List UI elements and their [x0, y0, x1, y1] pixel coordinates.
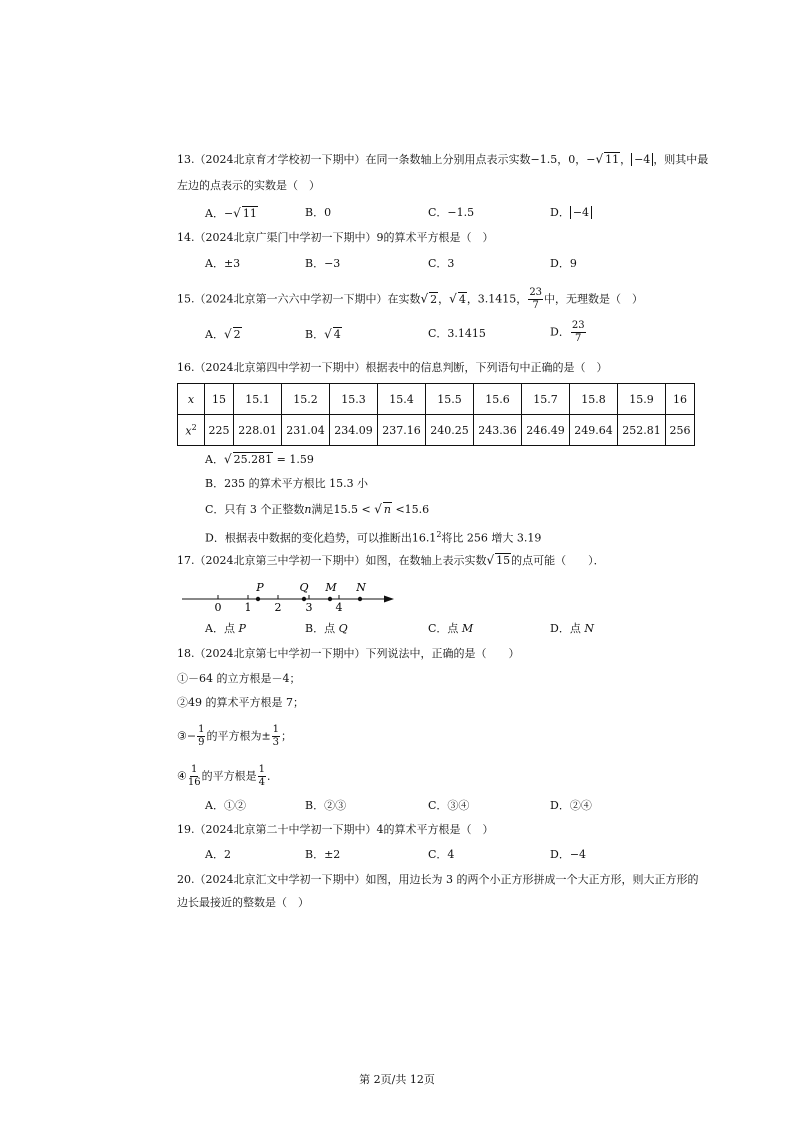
q15-option-a: A．√ 2	[205, 327, 241, 341]
q14-option-c: C．3	[428, 257, 455, 270]
q13-stem-line2: 左边的点表示的实数是（ ）	[177, 179, 320, 192]
q18-stem: 18.（2024北京第七中学初一下期中）下列说法中，正确的是（ ）	[177, 647, 520, 660]
q17-stem-text: 17.（2024北京第三中学初一下期中）如图，在数轴上表示实数	[177, 554, 487, 567]
q18-option-b: B．②③	[305, 799, 347, 812]
q16-option-d-sup: 2	[436, 530, 442, 539]
q18-s4-num: 1	[191, 764, 198, 775]
q18-s4-den2: 4	[258, 777, 265, 788]
q16-table	[177, 383, 695, 446]
q13-option-a-label: A．−	[205, 207, 234, 220]
q13-option-a: A．−√ 11	[205, 206, 257, 220]
q16-head-x2-sup: 2	[191, 422, 197, 432]
table-cell: 237.16	[378, 415, 426, 446]
table-cell: 15.7	[522, 384, 570, 415]
q13-neg-sign: −	[586, 153, 596, 166]
q17-option-a-label: A．点	[205, 622, 235, 635]
q20-stem-line2: 边长最接近的整数是（ ）	[177, 896, 309, 909]
q16-row-x2	[178, 415, 695, 446]
q13-stem-tail: ，则其中最	[653, 153, 709, 166]
q18-option-a: A．①②	[205, 799, 246, 812]
q15-option-d-num: 23	[571, 320, 585, 331]
tick-label: 3	[305, 601, 313, 614]
table-cell: 228.01	[234, 415, 282, 446]
q15-fraction	[528, 287, 543, 312]
point-m	[328, 597, 332, 601]
q18-statement-2: ②49 的算术平方根是 7；	[177, 696, 304, 709]
q13-option-b: B．0	[305, 206, 332, 219]
q17-option-b	[305, 621, 348, 637]
q16-option-c-tail: <15.6	[391, 503, 430, 516]
q19-option-d: D．−4	[550, 848, 587, 861]
q17-option-a-var: P	[238, 622, 246, 635]
tick-label: 2	[274, 601, 282, 614]
q15-stem-tail: 中，无理数是（ ）	[544, 292, 644, 306]
q16-option-a: A．√ 25.281 = 1.59	[205, 452, 314, 466]
q15-sep2: ，3.1415，	[466, 292, 528, 306]
q15-option-a-label: A．	[205, 328, 224, 341]
q19-stem: 19.（2024北京第二十中学初一下期中）4的算术平方根是（ ）	[177, 823, 494, 836]
q17-option-d	[550, 621, 594, 637]
q16-option-c-var: n	[304, 503, 312, 516]
table-cell: 15.3	[330, 384, 378, 415]
table-cell: 15.8	[570, 384, 618, 415]
table-cell: 249.64	[570, 415, 618, 446]
q14-option-d: D．9	[550, 257, 577, 270]
q16-option-a-radicand: 25.281	[233, 453, 273, 466]
q15-frac-num: 23	[529, 287, 543, 298]
table-cell: 246.49	[522, 415, 570, 446]
number-line-arrow	[384, 596, 394, 603]
q19-option-b: B．±2	[305, 848, 341, 861]
q15-radicand-2: 4	[458, 292, 466, 306]
table-cell: 15	[205, 384, 234, 415]
q13-stem-text: 13.（2024北京育才学校初一下期中）在同一条数轴上分别用点表示实数	[177, 153, 531, 166]
q15-option-d	[550, 320, 587, 345]
q14-stem: 14.（2024北京广渠门中学初一下期中）9的算术平方根是（ ）	[177, 231, 494, 244]
q15-sep1: ，	[438, 292, 450, 306]
point-label: M	[325, 581, 337, 594]
q16-option-a-label: A．	[205, 453, 224, 466]
tick-label: 0	[214, 601, 222, 614]
q18-s4-frac	[188, 764, 201, 789]
q16-option-c-label: C．只有 3 个正整数	[205, 503, 305, 516]
q15-option-b-radicand: 4	[333, 328, 341, 341]
q17-option-a	[205, 621, 246, 637]
q13-option-d-label: D．	[550, 206, 570, 219]
q18-s4-den: 16	[187, 777, 201, 788]
q15-frac-den: 7	[532, 300, 539, 311]
table-cell: 15.5	[426, 384, 474, 415]
q16-option-d-label: D．根据表中数据的变化趋势，可以推断出16.1	[205, 531, 437, 545]
q18-s4-num2: 1	[258, 764, 265, 775]
q17-stem: 17.（2024北京第三中学初一下期中）如图，在数轴上表示实数√ 15的点可能（ ）．	[177, 553, 605, 567]
q15-option-b: B．√ 4	[305, 327, 341, 341]
q16-option-c: C．只有 3 个正整数n满足15.5 < √ n <15.6	[205, 502, 430, 516]
q13-radicand: 11	[605, 153, 620, 166]
q17-number-line	[180, 580, 400, 614]
q15-option-d-den: 7	[575, 333, 582, 344]
q17-option-d-var: N	[584, 622, 594, 635]
q16-head-x	[178, 384, 205, 415]
point-label: Q	[299, 581, 309, 594]
point-q	[302, 597, 306, 601]
q13-option-d	[550, 205, 592, 221]
q13-option-c: C．−1.5	[428, 206, 475, 219]
table-cell: 16	[666, 384, 695, 415]
q15-radicand-1: 2	[430, 292, 438, 306]
q18-s4-mid: 的平方根是	[201, 769, 257, 783]
q13-option-a-radicand: 11	[242, 207, 257, 220]
q16-row-x	[178, 384, 695, 415]
table-cell: 15.6	[474, 384, 522, 415]
tick-label: 4	[335, 601, 343, 614]
q18-statement-4	[177, 764, 278, 789]
q17-radicand: 15	[496, 554, 511, 567]
q18-option-d: D．②④	[550, 799, 592, 812]
q13-sep: ，	[620, 153, 632, 166]
q18-s4-label: ④	[177, 769, 187, 783]
q15-stem-text: 15.（2024北京第一六六中学初一下期中）在实数	[177, 292, 421, 306]
q17-option-d-label: D．点	[550, 622, 581, 635]
q17-stem-tail: 的点可能（ ）．	[511, 554, 605, 567]
page-footer: 第 2页/共 12页	[359, 1073, 435, 1086]
q19-option-c: C．4	[428, 848, 455, 861]
q15-stem: 15.（2024北京第一六六中学初一下期中）在实数√ 2，√ 4，3.1415， $\frac{23}{7}$ 中，无理数是（ ）	[177, 287, 644, 311]
q16-head-x-text: x	[187, 392, 195, 406]
table-cell: 240.25	[426, 415, 474, 446]
q14-option-b: B．−3	[305, 257, 341, 270]
q18-s3-label: ③−	[177, 729, 197, 743]
table-cell: 234.09	[330, 415, 378, 446]
q15-option-a-radicand: 2	[233, 328, 241, 341]
table-cell: 231.04	[282, 415, 330, 446]
table-cell: 15.2	[282, 384, 330, 415]
q15-option-c: C．3.1415	[428, 327, 486, 340]
q17-option-c-label: C．点	[428, 622, 459, 635]
table-cell: 15.1	[234, 384, 282, 415]
q18-s3-frac2	[272, 724, 280, 749]
q17-option-b-var: Q	[338, 622, 348, 635]
q18-s4-end: ．	[266, 769, 278, 783]
q20-stem-line1: 20.（2024北京汇文中学初一下期中）如图，用边长为 3 的两个小正方形拼成一个大正方形，则大正方形的	[177, 873, 699, 886]
q17-option-b-label: B．点	[305, 622, 336, 635]
q18-s3-den: 9	[198, 737, 205, 748]
q14-option-a: A．±3	[205, 257, 241, 270]
q16-head-x2-text: x	[185, 424, 192, 438]
q17-option-c-var: M	[461, 622, 474, 635]
q18-s3-end: ；	[281, 729, 293, 743]
q15-option-b-label: B．	[305, 328, 325, 341]
q16-head-x2	[178, 415, 205, 446]
q15-option-d-label: D．	[550, 325, 570, 339]
q16-option-c-radicand	[383, 502, 392, 516]
q18-statement-3	[177, 724, 292, 749]
q16-option-c-mid: 满足15.5 <	[311, 503, 375, 516]
point-label: P	[256, 581, 264, 594]
q18-statement-1: ①－64 的立方根是－4；	[177, 672, 301, 685]
q18-s3-frac	[197, 724, 205, 749]
table-cell: 15.9	[618, 384, 666, 415]
q18-s3-num2: 1	[272, 724, 280, 735]
q18-s3-mid: 的平方根为±	[206, 729, 271, 743]
q15-option-d-fraction	[571, 320, 586, 345]
q13-option-d-abs: −4	[570, 206, 592, 219]
point-n	[358, 597, 362, 601]
q16-option-a-result: = 1.59	[273, 453, 314, 466]
tick-label: 1	[244, 601, 252, 614]
table-cell: 243.36	[474, 415, 522, 446]
table-cell: 15.4	[378, 384, 426, 415]
q18-s3-den2: 3	[272, 737, 280, 748]
q16-option-c-radicand-var: n	[383, 503, 391, 516]
q19-option-a: A．2	[205, 848, 231, 861]
q18-s3-num: 1	[198, 724, 205, 735]
q16-option-b: B．235 的算术平方根比 15.3 小	[205, 477, 369, 490]
q16-option-d	[205, 527, 541, 547]
q18-s4-frac2	[258, 764, 266, 789]
q16-stem: 16.（2024北京第四中学初一下期中）根据表中的信息判断，下列语句中正确的是（ ）	[177, 361, 608, 374]
table-cell: 225	[205, 415, 234, 446]
point-label: N	[356, 581, 366, 594]
table-cell: 256	[666, 415, 695, 446]
q16-option-d-tail: 将比 256 增大 3.19	[441, 531, 542, 545]
table-cell: 252.81	[618, 415, 666, 446]
q18-option-c: C．③④	[428, 799, 470, 812]
point-p	[256, 597, 260, 601]
q13-num-text: −1.5，0，	[530, 153, 587, 166]
q13-abs-value: −4	[631, 153, 653, 166]
q17-option-c	[428, 621, 473, 637]
q13-stem-line1: 13.（2024北京育才学校初一下期中）在同一条数轴上分别用点表示实数−1.5，0，−√ 11， −4 ，则其中最	[177, 152, 709, 166]
